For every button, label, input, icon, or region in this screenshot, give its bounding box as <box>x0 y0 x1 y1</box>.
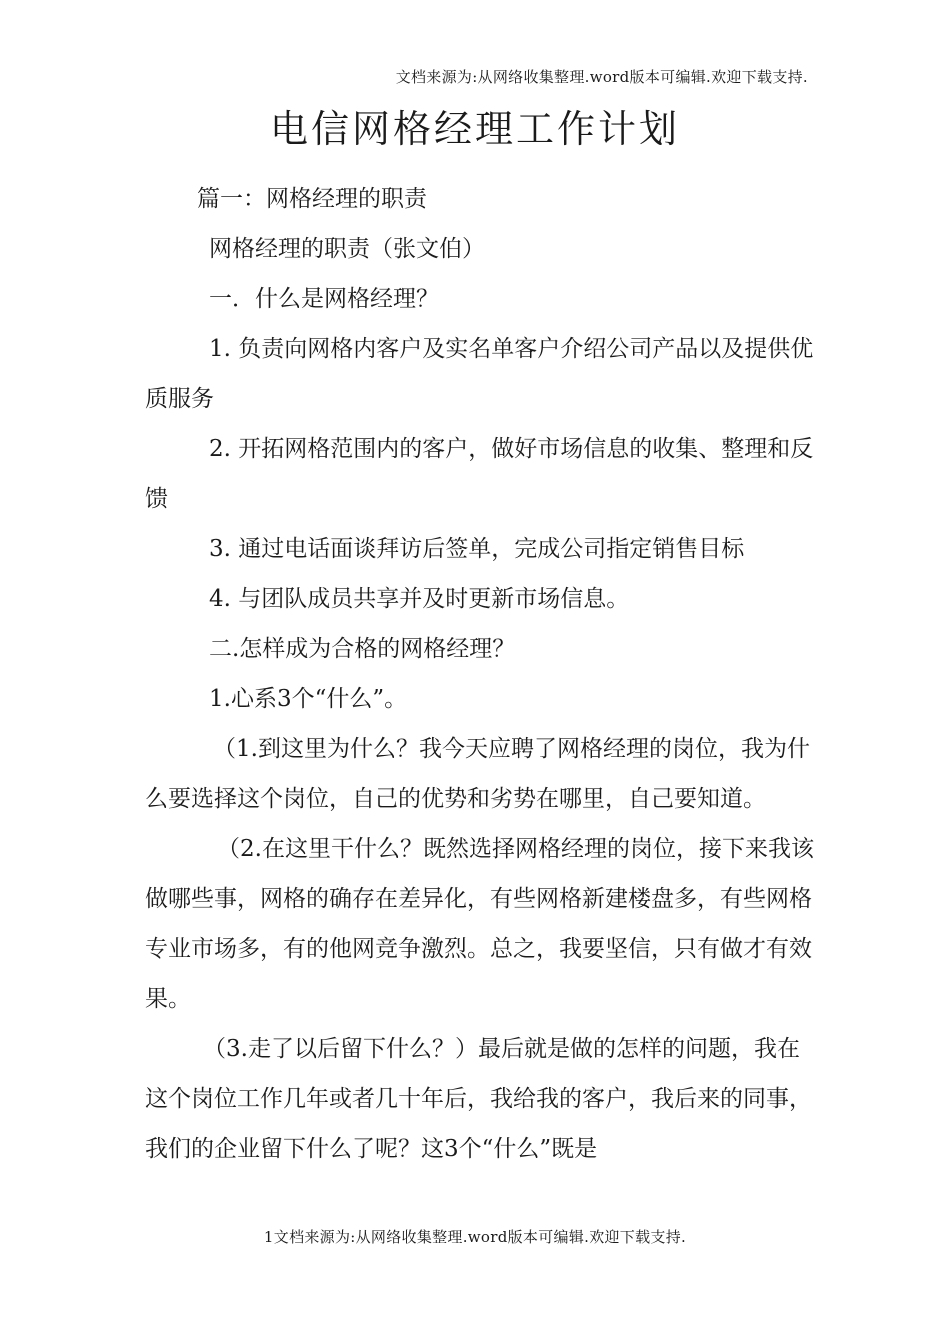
section-heading-what-is: 一．什么是网格经理？ <box>209 286 439 312</box>
list-item-2: 2. 开拓网格范围内的客户，做好市场信息的收集、整理和反馈 <box>145 436 814 512</box>
footer-source-note: 文档来源为:从网络收集整理.word版本可编辑.欢迎下载支持. <box>273 1228 687 1246</box>
section-heading-how-to: 二.怎样成为合格的网格经理？ <box>209 636 516 662</box>
list-item-3: 3. 通过电话面谈拜访后签单，完成公司指定销售目标 <box>209 536 745 562</box>
subheading-three-whats: 1.心系3个“什么”。 <box>209 686 408 712</box>
document-body <box>145 174 820 1174</box>
list-item-4: 4. 与团队成员共享并及时更新市场信息。 <box>209 586 630 612</box>
page-number: 1 <box>263 1228 274 1246</box>
header-source-note: 文档来源为:从网络收集整理.word版本可编辑.欢迎下载支持. <box>395 68 808 86</box>
paragraph-what-to-do: （2.在这里干什么？既然选择网格经理的岗位，接下来我该做哪些事，网格的确存在差异化，有些网格新建楼盘多，有些网格专业市场多，有的他网竞争激烈。总之，我要坚信，只有做才有效果。 <box>145 836 814 1012</box>
paragraph-why-here: （1.到这里为什么？我今天应聘了网格经理的岗位，我为什么要选择这个岗位，自己的优势和劣势在哪里，自己要知道。 <box>145 736 810 812</box>
subheading-responsibilities: 网格经理的职责（张文伯） <box>209 236 485 262</box>
document-title: 电信网格经理工作计划 <box>269 107 680 151</box>
footer <box>0 1226 950 1247</box>
section-heading-part-one: 篇一：网格经理的职责 <box>197 186 427 212</box>
list-item-1: 1. 负责向网格内客户及实名单客户介绍公司产品以及提供优质服务 <box>145 336 814 412</box>
paragraph-what-to-leave: （3.走了以后留下什么？）最后就是做的怎样的问题，我在这个岗位工作几年或者几十年后，我给我的客户，我后来的同事，我们的企业留下什么了呢？这3个“什么”既是 <box>145 1036 812 1162</box>
